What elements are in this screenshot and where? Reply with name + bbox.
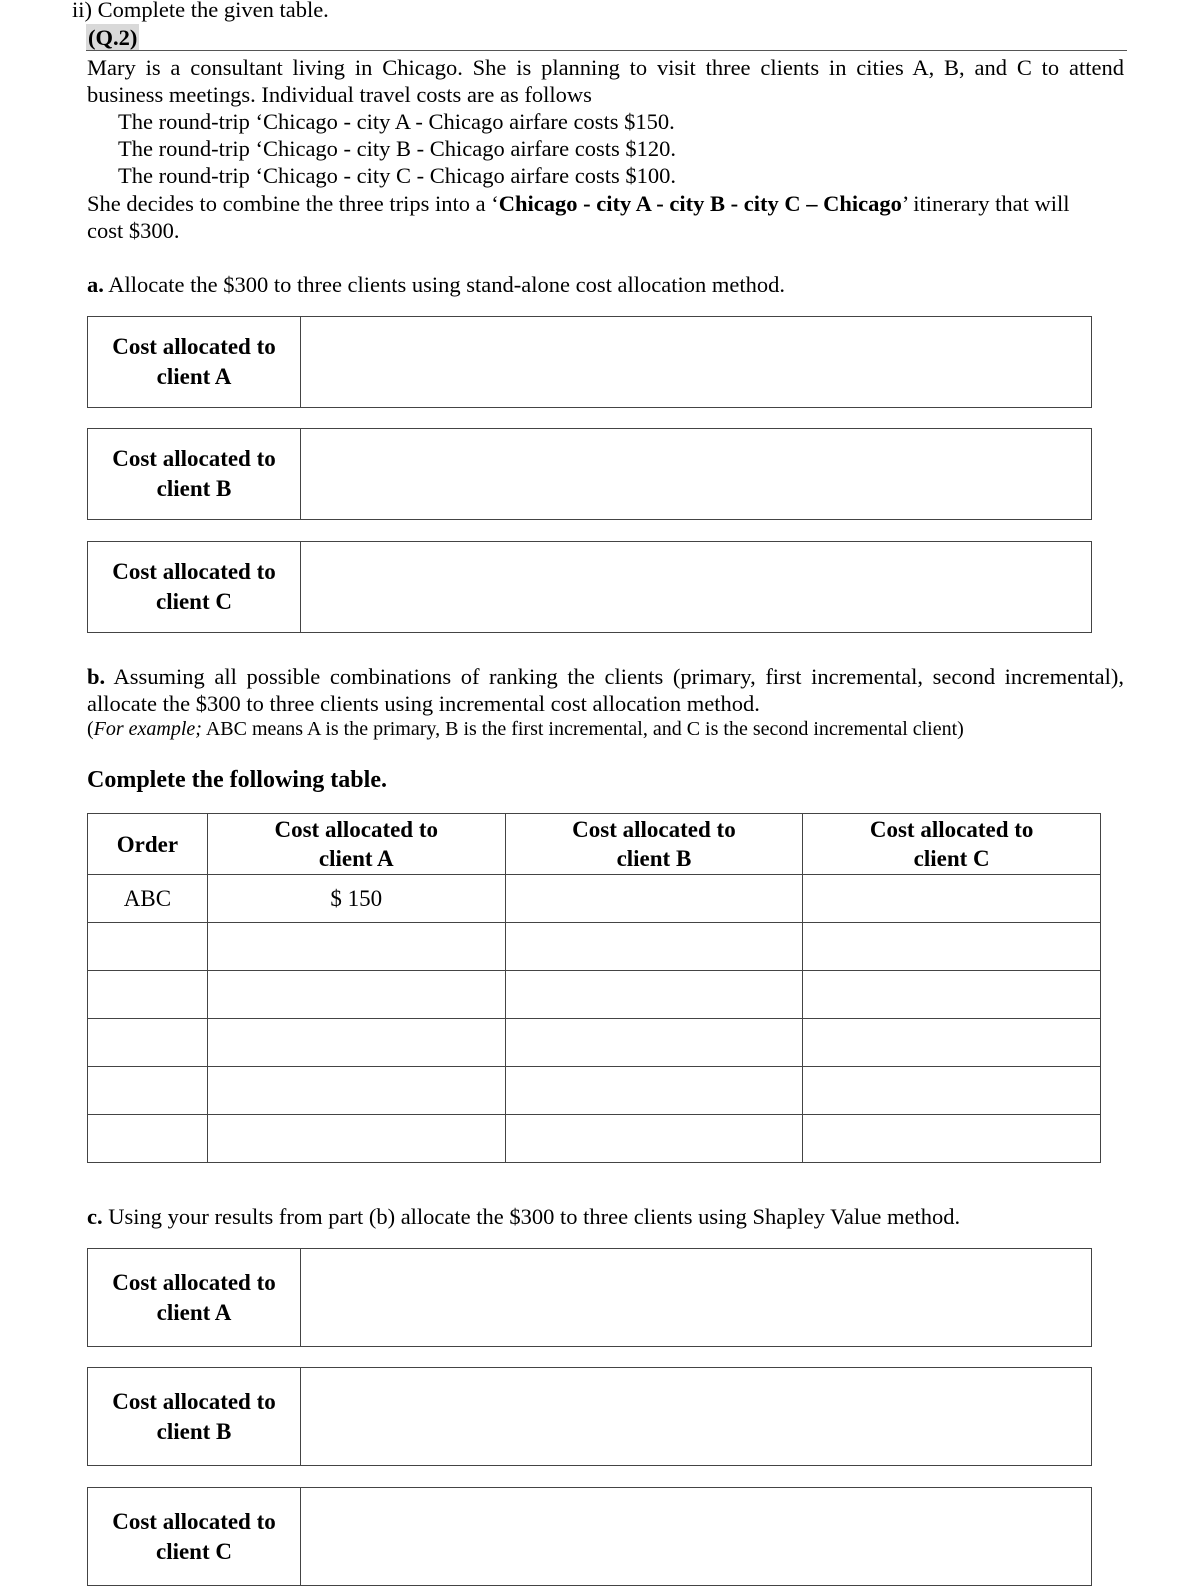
part-a-box-client-a — [87, 316, 1092, 408]
table-row — [88, 1067, 1101, 1115]
part-b-line-1: b. Assuming all possible combinations of ranking the clients (primary, first incremental, second incremental), — [87, 664, 1124, 689]
table-row — [88, 1115, 1101, 1163]
answer-field-b[interactable] — [301, 429, 1091, 519]
table-row — [88, 875, 1101, 923]
cell-client-c[interactable] — [803, 971, 1101, 1019]
cell-client-c[interactable] — [803, 1019, 1101, 1067]
cell-order[interactable]: ABC — [88, 875, 208, 923]
cell-client-c[interactable] — [803, 1115, 1101, 1163]
table-row — [88, 1019, 1101, 1067]
cell-order[interactable] — [88, 1115, 208, 1163]
cell-client-c[interactable] — [803, 1067, 1101, 1115]
cost-total-line: cost $300. — [87, 218, 180, 243]
cell-client-b[interactable] — [505, 971, 803, 1019]
box-label: Cost allocated to client B — [88, 1368, 301, 1465]
part-c-prompt: c. Using your results from part (b) allocate the $300 to three clients using Shapley Value method. — [87, 1204, 961, 1229]
cell-client-a[interactable] — [207, 1067, 505, 1115]
cell-client-a[interactable] — [207, 923, 505, 971]
part-c-box-client-c — [87, 1487, 1092, 1586]
answer-field-c[interactable] — [301, 542, 1091, 632]
header-client-b: Cost allocated to client B — [505, 814, 803, 875]
part-c-box-client-a — [87, 1248, 1092, 1347]
cell-client-a[interactable]: $ 150 — [207, 875, 505, 923]
table-row — [88, 923, 1101, 971]
shapley-field-a[interactable] — [301, 1249, 1091, 1346]
combine-line — [87, 190, 1124, 217]
cell-client-b[interactable] — [505, 923, 803, 971]
part-c-box-client-b — [87, 1367, 1092, 1466]
cell-client-a[interactable] — [207, 971, 505, 1019]
part-a-box-client-b — [87, 428, 1092, 520]
cell-order[interactable] — [88, 1019, 208, 1067]
itinerary-bold: Chicago - city A - city B - city C – Chicago — [498, 191, 902, 216]
shapley-field-b[interactable] — [301, 1368, 1091, 1465]
table-header-row — [88, 814, 1101, 875]
cell-client-b[interactable] — [505, 1067, 803, 1115]
box-label: Cost allocated to client C — [88, 1488, 301, 1585]
question-label: (Q.2) — [88, 25, 138, 50]
header-client-c: Cost allocated to client C — [803, 814, 1101, 875]
incremental-table — [87, 813, 1101, 1163]
cell-client-b[interactable] — [505, 1115, 803, 1163]
table-row — [88, 971, 1101, 1019]
shapley-field-c[interactable] — [301, 1488, 1091, 1585]
cost-line-b: The round-trip ‘Chicago - city B - Chicago airfare costs $120. — [118, 136, 676, 161]
box-label: Cost allocated to client C — [88, 542, 301, 632]
part-a-prompt: a. Allocate the $300 to three clients using stand-alone cost allocation method. — [87, 272, 785, 297]
cell-client-b[interactable] — [505, 875, 803, 923]
cell-order[interactable] — [88, 971, 208, 1019]
part-a-label: a. — [87, 272, 104, 297]
part-b-example: (For example; ABC means A is the primary, B is the first incremental, and C is the second incremental client) — [87, 718, 964, 740]
part-a-box-client-c — [87, 541, 1092, 633]
header-client-a: Cost allocated to client A — [207, 814, 505, 875]
part-b-label: b. — [87, 664, 106, 689]
instruction-text: ii) Complete the given table. — [72, 0, 329, 22]
cell-client-c[interactable] — [803, 923, 1101, 971]
table-title: Complete the following table. — [87, 767, 387, 793]
cell-client-a[interactable] — [207, 1019, 505, 1067]
answer-field-a[interactable] — [301, 317, 1091, 407]
cost-line-a: The round-trip ‘Chicago - city A - Chicago airfare costs $150. — [118, 109, 675, 134]
part-b-line-2: allocate the $300 to three clients using incremental cost allocation method. — [87, 691, 760, 716]
intro-line-2: business meetings. Individual travel costs are as follows — [87, 82, 592, 107]
cell-client-c[interactable] — [803, 875, 1101, 923]
cell-client-a[interactable] — [207, 1115, 505, 1163]
part-c-label: c. — [87, 1204, 103, 1229]
box-label: Cost allocated to client A — [88, 317, 301, 407]
cell-order[interactable] — [88, 1067, 208, 1115]
header-rule — [86, 50, 1127, 51]
header-order: Order — [88, 814, 208, 875]
combine-text: She decides to combine the three trips into a ‘Chicago - city A - city B - city C – Chicago’ itinerary that will — [87, 191, 1070, 216]
box-label: Cost allocated to client A — [88, 1249, 301, 1346]
cost-line-c: The round-trip ‘Chicago - city C - Chicago airfare costs $100. — [118, 163, 676, 188]
box-label: Cost allocated to client B — [88, 429, 301, 519]
intro-line-1: Mary is a consultant living in Chicago. She is planning to visit three clients in cities A, B, and C to attend — [87, 55, 1124, 80]
cell-client-b[interactable] — [505, 1019, 803, 1067]
cell-order[interactable] — [88, 923, 208, 971]
